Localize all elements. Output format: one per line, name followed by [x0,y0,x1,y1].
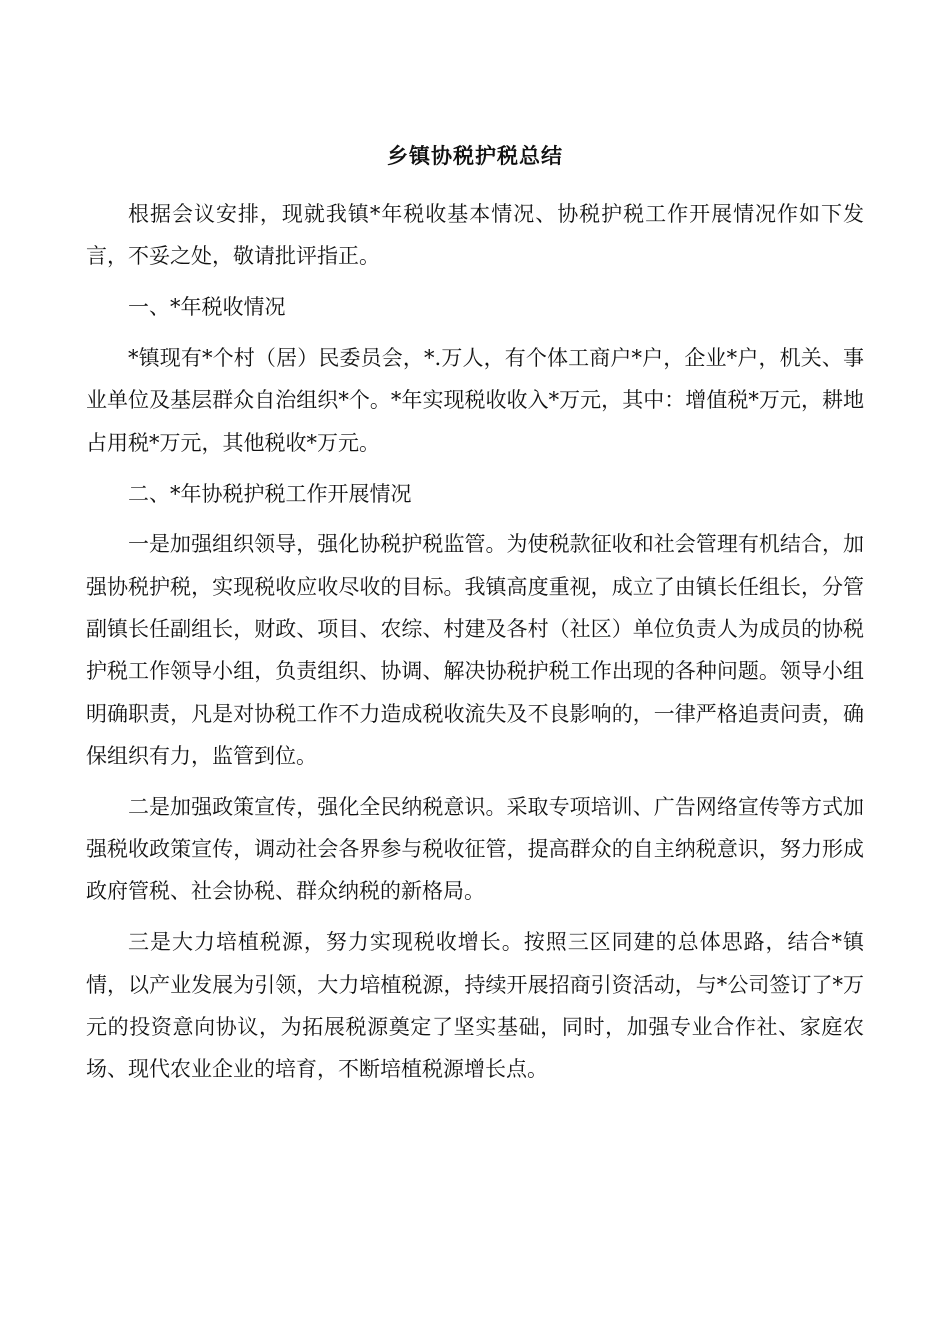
work-paragraph-leadership: 一是加强组织领导，强化协税护税监管。为使税款征收和社会管理有机结合，加强协税护税，实现税收应收尽收的目标。我镇高度重视，成立了由镇长任组长，分管副镇长任副组长，财政、项目、农综、村建及各村（社区）单位负责人为成员的协税护税工作领导小组，负责组织、协调、解决协税护税工作出现的各种问题。领导小组明确职责，凡是对协税工作不力造成税收流失及不良影响的，一律严格追责问责，确保组织有力，监管到位。 [86,532,864,768]
work-paragraph-publicity: 二是加强政策宣传，强化全民纳税意识。采取专项培训、广告网络宣传等方式加强税收政策宣传，调动社会各界参与税收征管，提高群众的自主纳税意识，努力形成政府管税、社会协税、群众纳税的新格局。 [86,794,864,904]
section-heading-tax-status: 一、*年税收情况 [128,295,286,320]
section-heading-work-progress: 二、*年协税护税工作开展情况 [128,481,412,506]
intro-paragraph: 根据会议安排，现就我镇*年税收基本情况、协税护税工作开展情况作如下发言，不妥之处，敬请批评指正。 [86,202,864,269]
document-title: 乡镇协税护税总结 [387,144,563,168]
work-paragraph-tax-source: 三是大力培植税源，努力实现税收增长。按照三区同建的总体思路，结合*镇情，以产业发展为引领，大力培植税源，持续开展招商引资活动，与*公司签订了*万元的投资意向协议，为拓展税源奠定了坚实基础，同时，加强专业合作社、家庭农场、现代农业企业的培育，不断培植税源增长点。 [86,930,864,1082]
tax-status-paragraph: *镇现有*个村（居）民委员会，*.万人，有个体工商户*户，企业*户，机关、事业单位及基层群众自治组织*个。*年实现税收收入*万元，其中：增值税*万元，耕地占用税*万元，其他税收*万元。 [86,346,864,455]
document-body [86,193,864,1099]
